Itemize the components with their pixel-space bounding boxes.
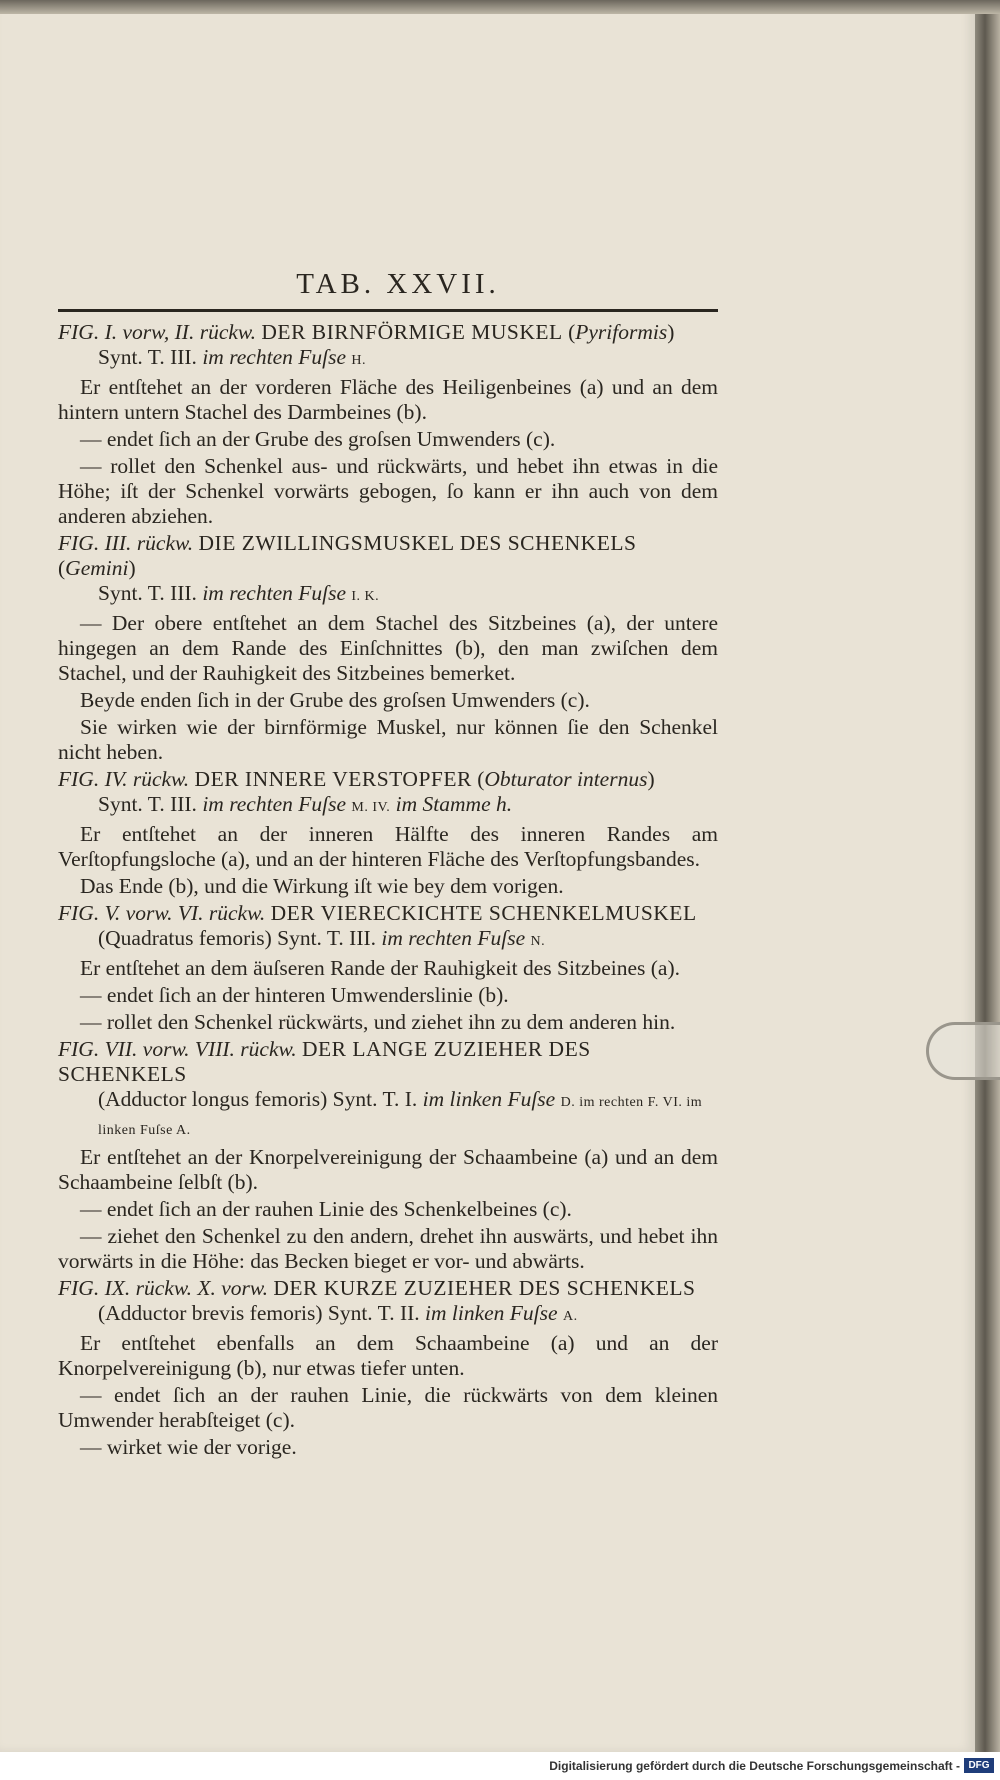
muscle-name: DER VIERECKICHTE SCHENKELMUSKEL: [270, 901, 697, 925]
description-paragraph: — endet ſich an der rauhen Linie des Schenkelbeines (c).: [80, 1197, 572, 1221]
description-paragraph: — rollet den Schenkel rückwärts, und ziehet ihn zu dem anderen hin.: [80, 1010, 676, 1034]
page-edge: [975, 0, 1000, 1752]
synopsis-reference: [58, 926, 718, 954]
synopsis-part: N.: [530, 934, 546, 949]
synopsis-reference: [58, 581, 718, 609]
view-label: rückw.: [132, 767, 190, 791]
synopsis-part: im linken Fuſse: [422, 1087, 556, 1111]
synopsis-reference: [58, 792, 718, 820]
synopsis-part: im rechten Fuſse: [381, 926, 526, 950]
figure-label: FIG. V.: [58, 901, 121, 925]
entries: [58, 320, 718, 1460]
synopsis-part: im Stamme h.: [395, 792, 513, 816]
latin-name: Gemini: [65, 556, 129, 580]
figure-label: FIG. I.: [58, 320, 118, 344]
synopsis-part: I. K.: [351, 589, 380, 604]
synopsis-part: Synt. T. III.: [98, 581, 197, 605]
description-paragraph: — ziehet den Schenkel zu den andern, drehet ihn auswärts, und hebet ihn vorwärts in die Höhe: das Becken bieget er vor- und abwärts.: [58, 1224, 718, 1273]
description-paragraph: Sie wirken wie der birnförmige Muskel, nur können ſie den Schenkel nicht heben.: [58, 715, 718, 764]
figure-label: FIG. IV.: [58, 767, 128, 791]
latin-close: ): [647, 767, 655, 791]
muscle-name: DER LANGE ZUZIEHER DES SCHENKELS: [58, 1037, 591, 1086]
page-title: TAB. XXVII.: [296, 268, 500, 300]
title-rule: [58, 309, 718, 312]
description-paragraph: — Der obere entſtehet an dem Stachel des Sitzbeines (a), der untere hingegen an dem Rande des Einſchnittes (b), den man zwiſchen dem Stachel, und der Rauhigkeit des Sitzbeines bemerket.: [58, 611, 718, 685]
muscle-name: DER BIRNFÖRMIGE MUSKEL: [261, 320, 563, 344]
synopsis-reference: [58, 1301, 718, 1329]
figure-heading: [58, 1276, 718, 1301]
synopsis-part: H.: [351, 353, 366, 368]
description-paragraph: Er entſtehet an der Knorpelvereinigung der Schaambeine (a) und an dem Schaambeine ſelbſt (b).: [58, 1145, 718, 1194]
view-label: vorw. VI. rückw.: [125, 901, 266, 925]
description-paragraph: — endet ſich an der rauhen Linie, die rückwärts von dem kleinen Umwender herabſteiget (c).: [58, 1383, 718, 1432]
synopsis-reference: [58, 1087, 718, 1143]
latin-open: (: [58, 556, 66, 580]
description-paragraph: Er entſtehet an dem äuſseren Rande der Rauhigkeit des Sitzbeines (a).: [80, 956, 680, 980]
footer: [0, 1752, 1000, 1780]
paperclip-icon: [926, 1022, 1000, 1080]
muscle-name: DIE ZWILLINGSMUSKEL DES SCHENKELS: [198, 531, 637, 555]
synopsis-part: im linken Fuſse: [425, 1301, 558, 1325]
figure-heading: [58, 320, 718, 345]
description-paragraph: — wirket wie der vorige.: [80, 1435, 297, 1459]
view-label: rückw.: [136, 531, 194, 555]
dfg-logo-icon: DFG: [964, 1758, 994, 1773]
synopsis-part: M. IV.: [351, 800, 391, 815]
synopsis-part: Synt. T. III.: [98, 792, 197, 816]
figure-heading: [58, 767, 718, 792]
figure-heading: [58, 531, 718, 581]
synopsis-part: im rechten Fuſse: [202, 792, 346, 816]
description-paragraph: — rollet den Schenkel aus- und rückwärts, und hebet ihn etwas in die Höhe; iſt der Schenkel vorwärts gebogen, ſo kann er ihn auch von dem anderen abziehen.: [58, 454, 718, 528]
latin-name: Obturator internus: [484, 767, 648, 791]
view-label: vorw, II. rückw.: [122, 320, 257, 344]
latin-open: (: [477, 767, 485, 791]
figure-heading: [58, 1037, 718, 1087]
page-content: [58, 268, 718, 1462]
binding-top: [0, 0, 1000, 14]
description-paragraph: Er entſtehet ebenfalls an dem Schaambeine (a) und an der Knorpelvereinigung (b), nur etwas tiefer unten.: [58, 1331, 718, 1380]
figure-heading: [58, 901, 718, 926]
synopsis-reference: [58, 345, 718, 373]
view-label: vorw. VIII. rückw.: [142, 1037, 297, 1061]
latin-close: ): [667, 320, 675, 344]
latin-open: (: [568, 320, 576, 344]
synopsis-part: im rechten Fuſse: [202, 345, 346, 369]
figure-label: FIG. IX.: [58, 1276, 131, 1300]
description-paragraph: Beyde enden ſich in der Grube des groſsen Umwenders (c).: [80, 688, 590, 712]
figure-label: FIG. III.: [58, 531, 132, 555]
description-paragraph: Er entſtehet an der vorderen Fläche des Heiligenbeines (a) und an dem hintern untern Stachel des Darmbeines (b).: [58, 375, 718, 424]
synopsis-part: (Adductor longus femoris) Synt. T. I.: [98, 1087, 418, 1111]
synopsis-part: Synt. T. III.: [98, 345, 197, 369]
description-paragraph: — endet ſich an der Grube des groſsen Umwenders (c).: [80, 427, 556, 451]
muscle-name: DER KURZE ZUZIEHER DES SCHENKELS: [273, 1276, 696, 1300]
view-label: rückw. X. vorw.: [135, 1276, 268, 1300]
synopsis-part: im rechten Fuſse: [202, 581, 346, 605]
latin-close: ): [128, 556, 136, 580]
figure-label: FIG. VII.: [58, 1037, 138, 1061]
footer-text: Digitalisierung gefördert durch die Deutsche Forschungsgemeinschaft -: [549, 1759, 960, 1773]
description-paragraph: Er entſtehet an der inneren Hälfte des inneren Randes am Verſtopfungsloche (a), und an der hinteren Fläche des Verſtopfungsbandes.: [58, 822, 718, 871]
synopsis-part: A.: [562, 1309, 578, 1324]
synopsis-part: (Adductor brevis femoris) Synt. T. II.: [98, 1301, 420, 1325]
synopsis-part: D. im rechten F. VI. im linken Fuſse A.: [98, 1095, 703, 1138]
description-paragraph: — endet ſich an der hinteren Umwenderslinie (b).: [80, 983, 509, 1007]
synopsis-part: (Quadratus femoris) Synt. T. III.: [98, 926, 377, 950]
muscle-name: DER INNERE VERSTOPFER: [194, 767, 472, 791]
latin-name: Pyriformis: [575, 320, 668, 344]
description-paragraph: Das Ende (b), und die Wirkung iſt wie bey dem vorigen.: [80, 874, 564, 898]
